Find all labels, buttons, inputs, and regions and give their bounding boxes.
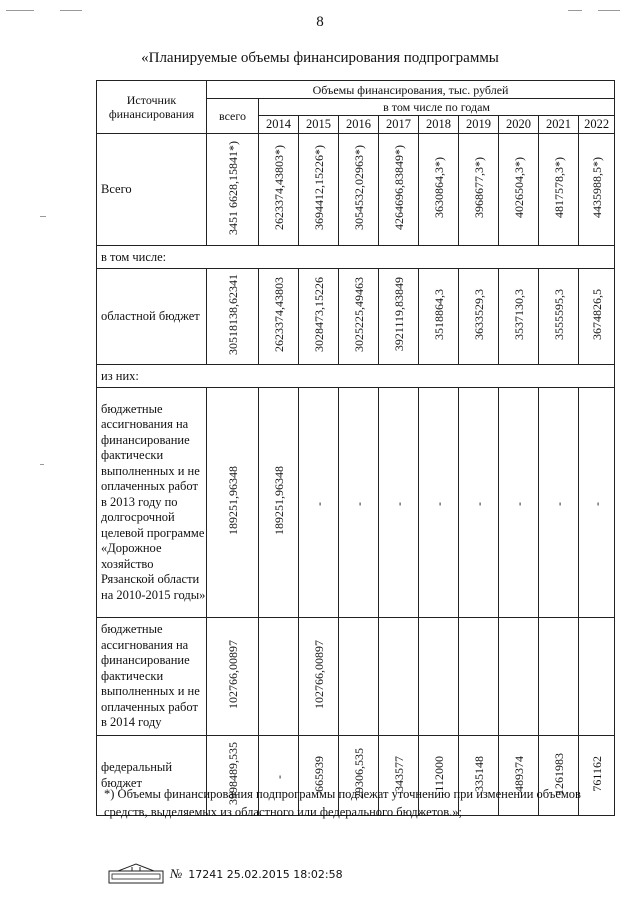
year-value-cell xyxy=(299,134,339,246)
year-header: 2018 xyxy=(419,116,459,134)
total-value: 102766,00897 xyxy=(225,640,240,709)
year-value: - xyxy=(311,502,326,506)
year-value-cell xyxy=(299,618,339,736)
year-value: 665939 xyxy=(311,755,326,792)
scan-mark xyxy=(40,464,44,465)
year-value: - xyxy=(551,502,566,506)
year-value: 3025225,49463 xyxy=(351,277,366,352)
year-header: 2021 xyxy=(539,116,579,134)
year-value-cell xyxy=(499,388,539,618)
section-label: из них: xyxy=(97,365,615,388)
section-label: в том числе: xyxy=(97,246,615,269)
year-value: 4435988,5*) xyxy=(589,157,604,218)
year-value-cell xyxy=(539,388,579,618)
year-value-cell xyxy=(419,388,459,618)
by-years-header: в том числе по годам xyxy=(259,99,615,116)
financing-table xyxy=(96,80,615,816)
year-value-cell xyxy=(419,269,459,365)
year-value: 3968677,3*) xyxy=(471,157,486,218)
year-value-cell xyxy=(579,269,615,365)
year-value-cell xyxy=(379,269,419,365)
year-header: 2017 xyxy=(379,116,419,134)
year-value: - xyxy=(271,775,286,779)
year-value: 3674826,5 xyxy=(589,289,604,340)
total-value: 3451 6628,15841*) xyxy=(225,140,240,235)
stamp-text: 17241 25.02.2015 18:02:58 xyxy=(188,867,343,881)
year-header: 2020 xyxy=(499,116,539,134)
year-value: 4817578,3*) xyxy=(551,157,566,218)
year-value: - xyxy=(391,502,406,506)
year-value: 3694412,15226*) xyxy=(311,145,326,230)
page-title: «Планируемые объемы финансирования подпрограммы xyxy=(141,50,499,66)
year-value-cell xyxy=(539,269,579,365)
year-value-cell xyxy=(539,618,579,736)
year-value: 3537130,3 xyxy=(511,289,526,340)
source-label: областной бюджет xyxy=(97,269,207,365)
year-value: 112000 xyxy=(431,755,446,792)
year-value-cell xyxy=(499,134,539,246)
year-value: 2623374,43803 xyxy=(271,277,286,352)
year-value-cell xyxy=(539,134,579,246)
year-value: 189251,96348 xyxy=(271,466,286,535)
year-value-cell xyxy=(459,134,499,246)
year-value-cell xyxy=(259,618,299,736)
year-value-cell xyxy=(339,134,379,246)
year-value: 102766,00897 xyxy=(311,640,326,709)
year-value: - xyxy=(351,502,366,506)
year-value-cell xyxy=(419,134,459,246)
year-value-cell xyxy=(379,618,419,736)
page-number: 8 xyxy=(316,14,324,30)
year-header: 2015 xyxy=(299,116,339,134)
year-value-cell xyxy=(379,388,419,618)
year-value-cell xyxy=(259,134,299,246)
scan-mark xyxy=(568,10,582,11)
registry-seal-icon xyxy=(108,862,164,886)
year-value: - xyxy=(471,502,486,506)
year-value: 3633529,3 xyxy=(471,289,486,340)
stamp-number-sign: № xyxy=(170,866,183,881)
year-value-cell xyxy=(339,388,379,618)
total-value-cell xyxy=(207,134,259,246)
total-header: всего xyxy=(207,99,259,134)
year-value: 3518864,3 xyxy=(431,289,446,340)
source-header: Источник финансирования xyxy=(97,81,207,134)
funding-header: Объемы финансирования, тыс. рублей xyxy=(207,81,615,99)
year-value-cell xyxy=(339,269,379,365)
year-value: 3028473,15226 xyxy=(311,277,326,352)
year-value: 3921119,83849 xyxy=(391,277,406,352)
scan-mark xyxy=(60,10,82,11)
year-value-cell xyxy=(579,134,615,246)
scan-mark xyxy=(6,10,34,11)
source-label: бюджетные ассигнования на финансирование фактически выполненных и не оплаченных работ в 2014 году xyxy=(97,618,207,736)
scan-mark xyxy=(598,10,620,11)
year-value: 3555595,3 xyxy=(551,289,566,340)
year-value-cell xyxy=(259,388,299,618)
year-value-cell xyxy=(499,269,539,365)
year-value-cell xyxy=(499,618,539,736)
source-label: федеральный бюджет xyxy=(97,736,207,816)
year-value: - xyxy=(511,502,526,506)
total-value-cell xyxy=(207,618,259,736)
year-value-cell xyxy=(459,388,499,618)
year-value-cell xyxy=(579,388,615,618)
year-value-cell xyxy=(299,269,339,365)
year-value: 1261983 xyxy=(551,752,566,795)
year-header: 2016 xyxy=(339,116,379,134)
year-value: 489374 xyxy=(511,755,526,792)
year-value-cell xyxy=(419,618,459,736)
year-value: 3054532,02963*) xyxy=(351,145,366,230)
scan-mark xyxy=(40,216,46,217)
year-header: 2019 xyxy=(459,116,499,134)
year-value: 335148 xyxy=(471,755,486,792)
year-value: 4264696,83849*) xyxy=(391,145,406,230)
total-value: 30518138,62341 xyxy=(225,274,240,355)
year-value: - xyxy=(431,502,446,506)
year-value-cell xyxy=(459,618,499,736)
total-value: 189251,96348 xyxy=(225,466,240,535)
year-value-cell xyxy=(259,269,299,365)
year-value-cell xyxy=(379,134,419,246)
year-value-cell xyxy=(299,388,339,618)
year-value: 3630864,3*) xyxy=(431,157,446,218)
year-value-cell xyxy=(459,269,499,365)
total-value: 3998489,535 xyxy=(225,742,240,805)
source-label: Всего xyxy=(97,134,207,246)
year-value: - xyxy=(589,502,604,506)
registration-stamp xyxy=(108,862,343,886)
year-value: 4026504,3*) xyxy=(511,157,526,218)
year-value: 2623374,43803*) xyxy=(271,145,286,230)
year-header: 2014 xyxy=(259,116,299,134)
year-value-cell xyxy=(339,618,379,736)
year-value: 29306,535 xyxy=(351,748,366,799)
source-label: бюджетные ассигнования на финансирование фактически выполненных и не оплаченных работ в 2013 году по долгосрочной целевой программе «Дорожное хозяйство Рязанской области на 2010-2015 годы» xyxy=(97,388,207,618)
year-value: 343577 xyxy=(391,755,406,792)
total-value-cell xyxy=(207,269,259,365)
total-value-cell xyxy=(207,388,259,618)
year-header: 2022 xyxy=(579,116,615,134)
year-value-cell xyxy=(579,618,615,736)
footnote: *) Объемы финансирования подпрограммы подлежат уточнению при изменении объемов средств, выделяемых из областного или федерального бюджетов.»; xyxy=(104,787,581,819)
year-value: 761162 xyxy=(589,755,604,792)
